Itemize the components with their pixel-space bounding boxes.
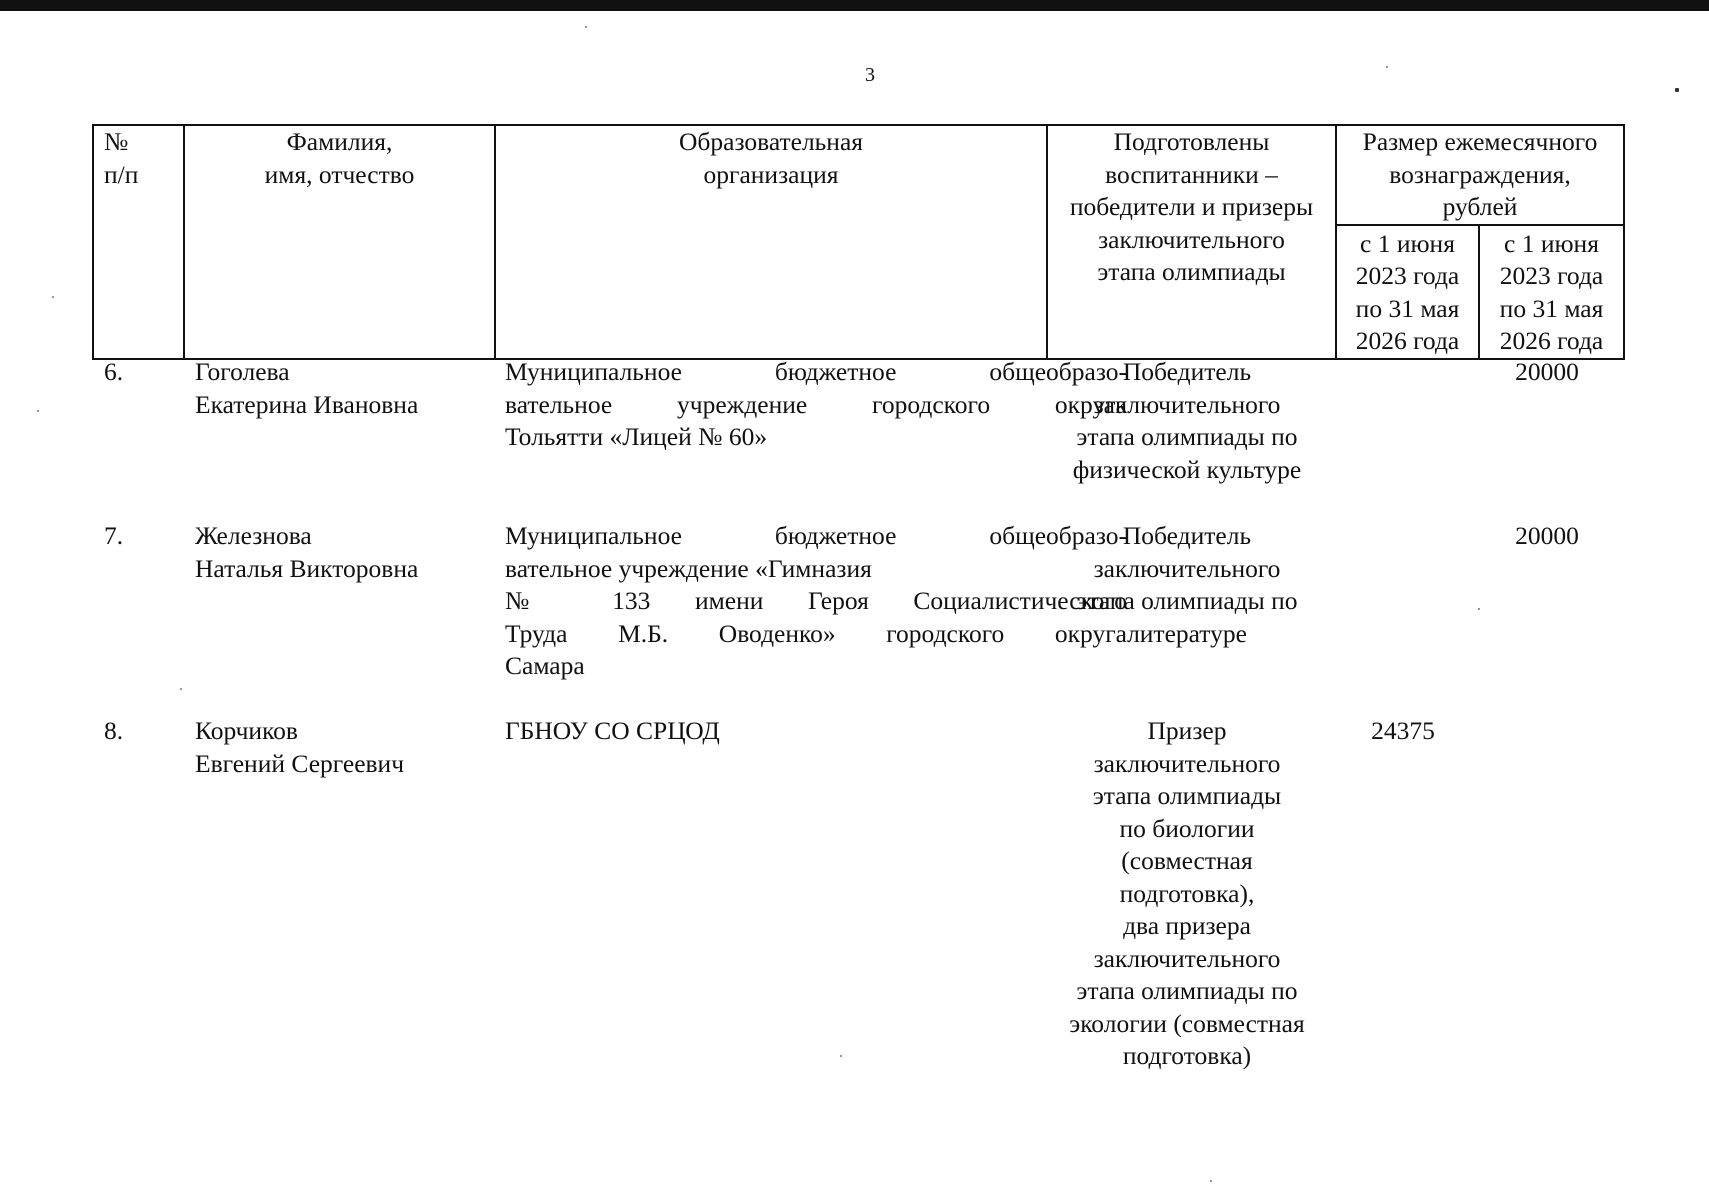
row-surname: Корчиков [195,716,298,745]
header-num-abbr: п/п [104,159,139,189]
row-amount-period-2: 20000 [1515,357,1579,386]
header-reward-line: рублей [1442,192,1518,221]
row-given-names: Наталья Викторовна [195,553,419,583]
scan-speck [180,688,182,690]
row-ach-line: заключительного [1093,553,1281,583]
row-organization [505,715,1127,748]
row-ach-line: подготовка) [1122,1041,1252,1070]
row-given-names: Евгений Сергеевич [195,748,405,778]
row-name [195,715,495,780]
scan-speck [1478,608,1480,610]
scan-speck [840,1055,842,1057]
header-num-symbol: № [104,127,129,156]
row-ach-line: (совместная [1121,846,1253,875]
row-ach-line: экологии (совместная [1069,1008,1305,1038]
row-ach-line: этапа олимпиады по [1076,422,1298,451]
row-achievement [1045,356,1329,486]
header-period-line: 2023 года [1499,261,1604,290]
header-num [93,125,184,359]
header-ach-line: заключительного [1098,224,1285,254]
header-ach-line: Подготовлены [1113,127,1270,156]
header-period-line: 2026 года [1499,326,1604,355]
row-org-line: Муниципальное бюджетное общеобразо- [505,521,1127,550]
row-name [195,356,495,421]
row-ach-line: подготовка), [1119,878,1255,908]
scan-speck [1675,88,1679,92]
row-name [195,520,495,585]
header-period-line: с 1 июня [1360,228,1455,258]
scan-top-edge [0,0,1709,11]
header-period-line: по 31 мая [1355,293,1460,323]
row-ach-line: этапа олимпиады по [1076,976,1298,1005]
row-ach-line: Призер [1147,716,1227,745]
row-ach-line: заключительного [1093,943,1281,973]
header-period-line: 2023 года [1355,261,1460,290]
row-ach-line: этапа олимпиады [1092,781,1282,810]
scan-speck [585,26,587,28]
row-surname: Железнова [195,521,312,550]
row-number: 8. [104,716,124,745]
row-org-line: № 133 имени Героя Социалистического [505,586,1127,615]
row-org-line: Труда М.Б. Оводенко» городского округа [505,618,1127,648]
row-ach-line: этапа олимпиады по [1076,586,1298,615]
header-name-line1: Фамилия, [286,127,393,156]
row-given-names: Екатерина Ивановна [195,389,419,419]
row-organization [505,520,1127,683]
row-org-line: Тольятти «Лицей № 60» [505,422,768,451]
row-ach-line: заключительного [1093,748,1281,778]
header-period-2 [1479,225,1624,359]
row-ach-line: два призера [1123,911,1251,940]
header-period-line: по 31 мая [1499,293,1604,323]
scan-speck [1386,66,1388,68]
row-ach-line: физической культуре [1072,454,1302,484]
scan-speck [52,296,54,298]
header-reward-line: вознаграждения, [1389,159,1571,189]
row-org-line: вательное учреждение городского округа [505,389,1127,419]
header-name-line2: имя, отчество [264,159,415,189]
row-achievement [1045,715,1329,1073]
row-number: 7. [104,521,124,550]
row-amount-period-1: 24375 [1371,716,1435,745]
row-surname: Гоголева [195,357,290,386]
row-ach-line: литературе [1127,618,1247,648]
row-ach-line: заключительного [1093,389,1281,419]
header-reward [1336,125,1624,225]
header-achievement [1047,125,1336,359]
row-ach-line: Победитель [1122,357,1252,386]
scan-speck [1210,1180,1212,1182]
header-period-line: с 1 июня [1504,228,1599,258]
header-period-1 [1336,225,1479,359]
row-organization [505,356,1127,454]
header-ach-line: победители и призеры [1069,192,1314,221]
row-ach-line: по биологии [1119,813,1255,843]
row-org-line: вательное учреждение «Гимназия [505,553,872,583]
row-org-line: ГБНОУ СО СРЦОД [505,716,720,745]
row-achievement [1045,520,1329,650]
header-reward-line: Размер ежемесячного [1362,127,1598,156]
header-name [184,125,495,359]
row-amount-period-2: 20000 [1515,521,1579,550]
header-org-line1: Образовательная [678,127,863,156]
table-header [92,124,1625,360]
header-org [495,125,1047,359]
header-ach-line: этапа олимпиады [1097,257,1286,286]
row-ach-line: Победитель [1122,521,1252,550]
header-ach-line: воспитанники – [1105,159,1278,189]
row-org-line: Самара [505,651,585,680]
scan-speck [37,410,39,412]
page-number: 3 [865,64,875,86]
row-org-line: Муниципальное бюджетное общеобразо- [505,357,1127,386]
row-number: 6. [104,357,124,386]
header-period-line: 2026 года [1355,326,1460,355]
header-org-line2: организация [703,159,839,189]
